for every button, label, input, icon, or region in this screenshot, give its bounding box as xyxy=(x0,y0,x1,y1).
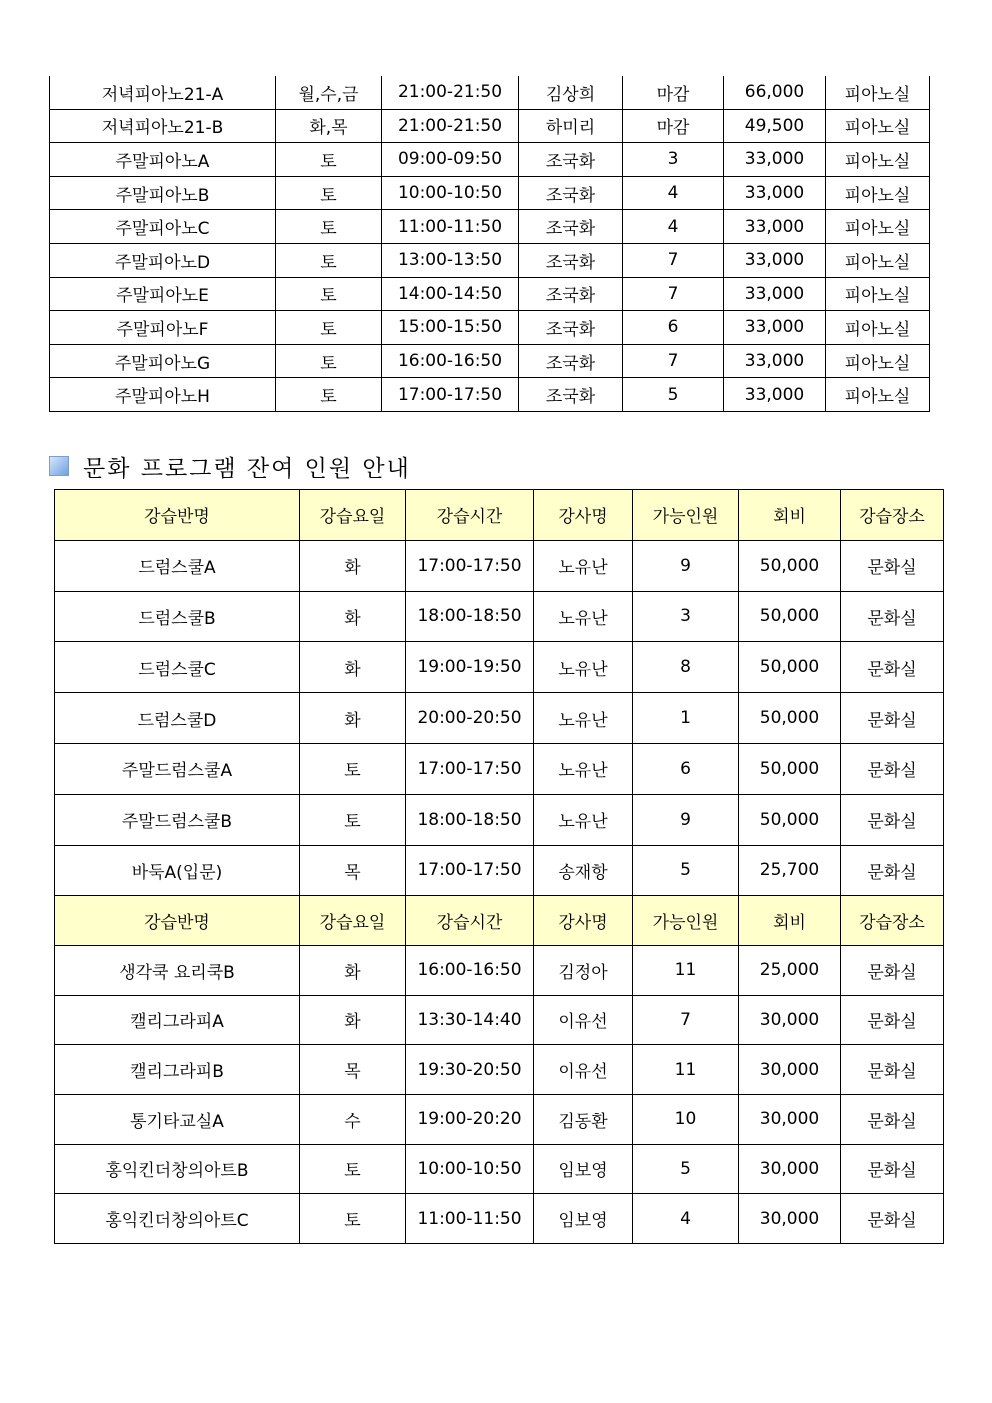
table-cell: 목 xyxy=(300,845,406,896)
table-cell: 4 xyxy=(623,210,724,244)
table-cell: 18:00-18:50 xyxy=(406,591,534,642)
table-row xyxy=(55,1194,944,1244)
table-cell: 18:00-18:50 xyxy=(406,794,534,845)
table-cell: 5 xyxy=(623,378,724,412)
header-cell: 강습요일 xyxy=(300,896,406,946)
table-row xyxy=(50,143,930,177)
table-row xyxy=(50,176,930,210)
table-cell: 김동환 xyxy=(534,1094,633,1144)
header-cell: 가능인원 xyxy=(633,896,739,946)
header-cell: 강습반명 xyxy=(55,896,300,946)
table-cell: 토 xyxy=(276,311,382,345)
table-cell: 문화실 xyxy=(841,743,944,794)
table-cell: 임보영 xyxy=(534,1144,633,1194)
table-cell: 조국화 xyxy=(519,210,623,244)
header-cell: 강사명 xyxy=(534,896,633,946)
table-cell: 13:30-14:40 xyxy=(406,995,534,1045)
table-cell: 문화실 xyxy=(841,1094,944,1144)
table-cell: 30,000 xyxy=(739,1194,841,1244)
table-cell: 이유선 xyxy=(534,995,633,1045)
table-row xyxy=(50,243,930,277)
table-cell: 1 xyxy=(633,693,739,744)
table-cell: 주말피아노H xyxy=(50,378,276,412)
table-cell: 17:00-17:50 xyxy=(406,540,534,591)
table-cell: 9 xyxy=(633,540,739,591)
table-cell: 수 xyxy=(300,1094,406,1144)
table-cell: 조국화 xyxy=(519,277,623,311)
table-cell: 토 xyxy=(276,378,382,412)
table-cell: 노유난 xyxy=(534,693,633,744)
table-cell: 33,000 xyxy=(724,344,826,378)
table-cell: 토 xyxy=(276,210,382,244)
table-cell: 33,000 xyxy=(724,311,826,345)
table-row xyxy=(55,642,944,693)
table-cell: 33,000 xyxy=(724,176,826,210)
table-cell: 토 xyxy=(300,1194,406,1244)
piano-class-table xyxy=(49,76,930,412)
table-cell: 17:00-17:50 xyxy=(406,743,534,794)
table-cell: 주말피아노F xyxy=(50,311,276,345)
table-cell: 문화실 xyxy=(841,1045,944,1095)
table-cell: 09:00-09:50 xyxy=(382,143,519,177)
table-cell: 11:00-11:50 xyxy=(382,210,519,244)
table-cell: 5 xyxy=(633,845,739,896)
table-cell: 토 xyxy=(276,277,382,311)
table-cell: 문화실 xyxy=(841,693,944,744)
table-cell: 홍익킨더창의아트B xyxy=(55,1144,300,1194)
section-title xyxy=(49,448,411,484)
table-row xyxy=(55,591,944,642)
table-cell: 노유난 xyxy=(534,591,633,642)
table-cell: 3 xyxy=(633,591,739,642)
header-cell: 강사명 xyxy=(534,490,633,541)
table-row xyxy=(55,1045,944,1095)
table-cell: 문화실 xyxy=(841,642,944,693)
header-cell: 강습장소 xyxy=(841,896,944,946)
table-cell: 조국화 xyxy=(519,143,623,177)
table-cell: 문화실 xyxy=(841,1144,944,1194)
table-cell: 문화실 xyxy=(841,995,944,1045)
table-cell: 피아노실 xyxy=(826,243,930,277)
table-row xyxy=(55,1144,944,1194)
table-cell: 토 xyxy=(276,243,382,277)
table-cell: 피아노실 xyxy=(826,277,930,311)
table-cell: 김정아 xyxy=(534,945,633,995)
header-cell: 회비 xyxy=(739,490,841,541)
table-cell: 조국화 xyxy=(519,311,623,345)
table-cell: 33,000 xyxy=(724,378,826,412)
table-cell: 21:00-21:50 xyxy=(382,109,519,143)
table-cell: 노유난 xyxy=(534,794,633,845)
table-cell: 통기타교실A xyxy=(55,1094,300,1144)
table-row xyxy=(55,995,944,1045)
table-cell: 14:00-14:50 xyxy=(382,277,519,311)
header-cell: 강습요일 xyxy=(300,490,406,541)
header-cell: 강습시간 xyxy=(406,490,534,541)
table-cell: 30,000 xyxy=(739,1094,841,1144)
table-cell: 19:00-20:20 xyxy=(406,1094,534,1144)
table-cell: 4 xyxy=(623,176,724,210)
table-cell: 생각쿡 요리쿡B xyxy=(55,945,300,995)
table-cell: 이유선 xyxy=(534,1045,633,1095)
table-cell: 바둑A(입문) xyxy=(55,845,300,896)
table-cell: 33,000 xyxy=(724,243,826,277)
table-cell: 피아노실 xyxy=(826,210,930,244)
table-cell: 15:00-15:50 xyxy=(382,311,519,345)
header-row xyxy=(55,896,944,946)
table-cell: 문화실 xyxy=(841,945,944,995)
table-cell: 송재항 xyxy=(534,845,633,896)
table-cell: 주말피아노B xyxy=(50,176,276,210)
table-cell: 16:00-16:50 xyxy=(382,344,519,378)
table-cell: 문화실 xyxy=(841,540,944,591)
table-cell: 문화실 xyxy=(841,845,944,896)
header-cell: 강습반명 xyxy=(55,490,300,541)
table-cell: 3 xyxy=(623,143,724,177)
table-cell: 11:00-11:50 xyxy=(406,1194,534,1244)
table-cell: 25,000 xyxy=(739,945,841,995)
table-cell: 20:00-20:50 xyxy=(406,693,534,744)
table-cell: 김상희 xyxy=(519,76,623,109)
piano-table-body xyxy=(50,76,930,411)
table-cell: 토 xyxy=(300,1144,406,1194)
table-cell: 50,000 xyxy=(739,591,841,642)
header-cell: 강습시간 xyxy=(406,896,534,946)
table-cell: 8 xyxy=(633,642,739,693)
table-cell: 13:00-13:50 xyxy=(382,243,519,277)
table-cell: 33,000 xyxy=(724,143,826,177)
table-cell: 10:00-10:50 xyxy=(406,1144,534,1194)
table-cell: 드럼스쿨B xyxy=(55,591,300,642)
table-cell: 50,000 xyxy=(739,642,841,693)
table-cell: 50,000 xyxy=(739,693,841,744)
table-row xyxy=(50,277,930,311)
table-cell: 임보영 xyxy=(534,1194,633,1244)
table-cell: 50,000 xyxy=(739,540,841,591)
table-cell: 33,000 xyxy=(724,277,826,311)
table-cell: 7 xyxy=(623,243,724,277)
table-cell: 피아노실 xyxy=(826,378,930,412)
table-cell: 화 xyxy=(300,995,406,1045)
table-row xyxy=(50,311,930,345)
table-cell: 하미리 xyxy=(519,109,623,143)
table-cell: 주말피아노C xyxy=(50,210,276,244)
table-cell: 화,목 xyxy=(276,109,382,143)
table-row xyxy=(55,693,944,744)
table-cell: 7 xyxy=(623,344,724,378)
table-row xyxy=(55,540,944,591)
table-cell: 문화실 xyxy=(841,794,944,845)
table-cell: 토 xyxy=(300,743,406,794)
table-cell: 10:00-10:50 xyxy=(382,176,519,210)
table-row xyxy=(55,743,944,794)
table-cell: 16:00-16:50 xyxy=(406,945,534,995)
table-cell: 33,000 xyxy=(724,210,826,244)
table-cell: 문화실 xyxy=(841,591,944,642)
table-cell: 6 xyxy=(633,743,739,794)
table-cell: 토 xyxy=(276,143,382,177)
table-cell: 캘리그라피B xyxy=(55,1045,300,1095)
table-cell: 월,수,금 xyxy=(276,76,382,109)
table-cell: 9 xyxy=(633,794,739,845)
table-cell: 주말드럼스쿨B xyxy=(55,794,300,845)
table-cell: 조국화 xyxy=(519,176,623,210)
table-cell: 피아노실 xyxy=(826,76,930,109)
table-cell: 문화실 xyxy=(841,1194,944,1244)
table-cell: 노유난 xyxy=(534,540,633,591)
table-cell: 5 xyxy=(633,1144,739,1194)
table-cell: 4 xyxy=(633,1194,739,1244)
table-row xyxy=(55,794,944,845)
table-cell: 드럼스쿨A xyxy=(55,540,300,591)
table-cell: 30,000 xyxy=(739,995,841,1045)
table-cell: 캘리그라피A xyxy=(55,995,300,1045)
table-row xyxy=(50,76,930,109)
table-cell: 조국화 xyxy=(519,378,623,412)
table-cell: 피아노실 xyxy=(826,176,930,210)
table-cell: 화 xyxy=(300,945,406,995)
culture-table-body xyxy=(55,490,944,1244)
square-bullet-icon xyxy=(49,456,69,476)
table-cell: 토 xyxy=(276,176,382,210)
table-cell: 조국화 xyxy=(519,344,623,378)
table-cell: 피아노실 xyxy=(826,311,930,345)
table-cell: 주말피아노A xyxy=(50,143,276,177)
table-cell: 피아노실 xyxy=(826,109,930,143)
table-cell: 30,000 xyxy=(739,1144,841,1194)
table-row xyxy=(55,945,944,995)
table-cell: 19:00-19:50 xyxy=(406,642,534,693)
table-cell: 50,000 xyxy=(739,794,841,845)
table-row xyxy=(50,378,930,412)
table-cell: 11 xyxy=(633,1045,739,1095)
table-cell: 11 xyxy=(633,945,739,995)
table-cell: 홍익킨더창의아트C xyxy=(55,1194,300,1244)
table-cell: 피아노실 xyxy=(826,344,930,378)
table-cell: 노유난 xyxy=(534,743,633,794)
header-cell: 가능인원 xyxy=(633,490,739,541)
table-row xyxy=(55,1094,944,1144)
table-cell: 주말피아노D xyxy=(50,243,276,277)
table-cell: 화 xyxy=(300,591,406,642)
table-cell: 화 xyxy=(300,693,406,744)
table-cell: 66,000 xyxy=(724,76,826,109)
table-cell: 드럼스쿨D xyxy=(55,693,300,744)
table-cell: 저녁피아노21-A xyxy=(50,76,276,109)
table-cell: 50,000 xyxy=(739,743,841,794)
table-cell: 피아노실 xyxy=(826,143,930,177)
table-cell: 주말피아노G xyxy=(50,344,276,378)
header-cell: 강습장소 xyxy=(841,490,944,541)
header-row xyxy=(55,490,944,541)
table-cell: 노유난 xyxy=(534,642,633,693)
table-cell: 25,700 xyxy=(739,845,841,896)
table-cell: 17:00-17:50 xyxy=(382,378,519,412)
table-cell: 토 xyxy=(276,344,382,378)
table-cell: 19:30-20:50 xyxy=(406,1045,534,1095)
table-cell: 마감 xyxy=(623,76,724,109)
table-cell: 저녁피아노21-B xyxy=(50,109,276,143)
table-row xyxy=(55,845,944,896)
table-row xyxy=(50,210,930,244)
table-cell: 토 xyxy=(300,794,406,845)
table-cell: 드럼스쿨C xyxy=(55,642,300,693)
table-cell: 주말드럼스쿨A xyxy=(55,743,300,794)
culture-program-table xyxy=(54,489,944,1244)
table-cell: 30,000 xyxy=(739,1045,841,1095)
table-cell: 7 xyxy=(633,995,739,1045)
table-cell: 7 xyxy=(623,277,724,311)
table-cell: 49,500 xyxy=(724,109,826,143)
table-cell: 6 xyxy=(623,311,724,345)
table-row xyxy=(50,344,930,378)
table-cell: 화 xyxy=(300,642,406,693)
table-cell: 목 xyxy=(300,1045,406,1095)
table-cell: 21:00-21:50 xyxy=(382,76,519,109)
table-cell: 10 xyxy=(633,1094,739,1144)
table-row xyxy=(50,109,930,143)
table-cell: 화 xyxy=(300,540,406,591)
table-cell: 주말피아노E xyxy=(50,277,276,311)
table-cell: 마감 xyxy=(623,109,724,143)
section-title-text: 문화 프로그램 잔여 인원 안내 xyxy=(83,455,411,482)
header-cell: 회비 xyxy=(739,896,841,946)
table-cell: 17:00-17:50 xyxy=(406,845,534,896)
table-cell: 조국화 xyxy=(519,243,623,277)
